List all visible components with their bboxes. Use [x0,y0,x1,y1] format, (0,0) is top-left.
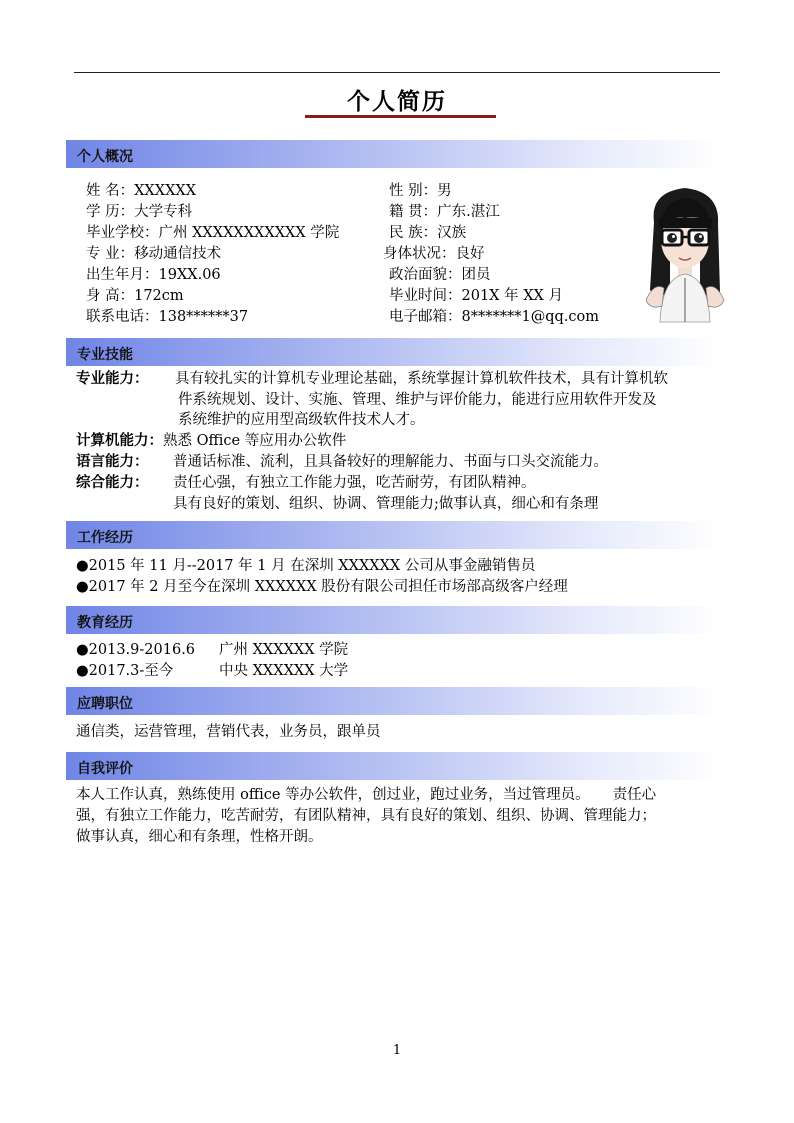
section-title: 专业技能 [77,347,133,363]
pro-skill-line2: 件系统规划、设计、实施、管理、维护与评价能力，能进行应用软件开发及 [178,392,657,408]
top-rule [74,72,720,73]
section-header-work [66,521,720,549]
health-label: 身体状况： [383,246,456,262]
edu-period: ●2017.3-至今 [76,663,174,679]
general-skill-label: 综合能力： [76,475,149,491]
edu-school: 广州 XXXXXX 学院 [219,642,349,658]
height-value: 172cm [134,288,184,304]
phone-row [86,307,248,327]
ethnicity-label: 民 族： [389,225,438,241]
self-eval-line3: 做事认真，细心和有条理，性格开朗。 [76,829,323,845]
birth-row [86,265,221,285]
edu-period: ●2013.9-2016.6 [76,642,196,658]
general-skill-line2: 具有良好的策划、组织、协调、管理能力;做事认真，细心和有条理 [173,496,599,512]
name-label: 姓 名： [86,183,135,199]
section-title: 应聘职位 [77,696,133,712]
position-text: 通信类，运营管理，营销代表，业务员，跟单员 [76,724,381,740]
page-number: 1 [392,1043,402,1058]
grad-row [389,286,563,306]
health-value: 良好 [455,246,485,262]
section-title: 教育经历 [77,615,133,631]
section-header-skills [66,338,720,366]
gender-value: 男 [437,183,452,199]
grad-value: 201X 年 XX 月 [461,288,563,304]
degree-row [86,202,192,222]
email-row [389,307,599,327]
general-skill-line1: 责任心强，有独立工作能力强，吃苦耐劳，有团队精神。 [173,475,536,491]
grad-label: 毕业时间： [389,288,462,304]
ethnicity-value: 汉族 [437,225,467,241]
politics-label: 政治面貌： [389,267,462,283]
section-header-education [66,606,720,634]
politics-value: 团员 [461,267,491,283]
section-header-position [66,687,720,715]
pro-skill-line1: 具有较扎实的计算机专业理论基础，系统掌握计算机软件技术，具有计算机软 [175,371,668,387]
ethnicity-row [389,223,466,243]
birth-value: 19XX.06 [158,267,221,283]
origin-row [389,202,500,222]
name-value: XXXXXX [134,183,197,199]
major-value: 移动通信技术 [134,246,222,262]
health-row [383,244,485,264]
name-row [86,181,196,201]
degree-value: 大学专科 [134,204,193,220]
email-value: 8*******1@qq.com [461,309,599,325]
origin-value: 广东.湛江 [437,204,500,220]
computer-skill-value: 熟悉 Office 等应用办公软件 [163,433,347,449]
avatar [640,182,730,327]
language-skill-value: 普通话标准、流利，且具备较好的理解能力、书面与口头交流能力。 [173,454,608,470]
school-label: 毕业学校： [86,225,159,241]
section-title: 个人概况 [77,149,133,165]
degree-label: 学 历： [86,204,135,220]
email-label: 电子邮箱： [389,309,462,325]
gender-label: 性 别： [389,183,438,199]
origin-label: 籍 贯： [389,204,438,220]
pro-skill-line3: 系统维护的应用型高级软件技术人才。 [178,412,425,428]
self-eval-line2: 强，有独立工作能力，吃苦耐劳，有团队精神，具有良好的策划、组织、协调、管理能力； [76,808,656,824]
phone-label: 联系电话： [86,309,159,325]
gender-row [389,181,452,201]
title-underline [305,115,496,118]
language-skill-label: 语言能力： [76,454,149,470]
work-item: ●2015 年 11 月--2017 年 1 月 在深圳 XXXXXX 公司从事金融销售员 [76,558,536,574]
work-item: ●2017 年 2 月至今在深圳 XXXXXX 股份有限公司担任市场部高级客户经理 [76,579,568,595]
birth-label: 出生年月： [86,267,159,283]
height-label: 身 高： [86,288,135,304]
height-row [86,286,184,306]
section-header-self-eval [66,752,720,780]
edu-school: 中央 XXXXXX 大学 [219,663,349,679]
computer-skill-row [76,431,346,451]
section-title: 自我评价 [77,761,133,777]
phone-value: 138******37 [158,309,249,325]
politics-row [389,265,491,285]
computer-skill-label: 计算机能力： [76,433,163,449]
section-header-overview [66,140,720,168]
major-label: 专 业： [86,246,135,262]
section-title: 工作经历 [77,530,133,546]
self-eval-line1: 本人工作认真，熟练使用 office 等办公软件，创过业，跑过业务，当过管理员。 责任心 [76,787,657,803]
pro-skill-label: 专业能力： [76,371,149,387]
major-row [86,244,221,264]
school-row [86,223,339,243]
school-value: 广州 XXXXXXXXXXX 学院 [158,225,340,241]
page-title: 个人简历 [347,89,447,115]
